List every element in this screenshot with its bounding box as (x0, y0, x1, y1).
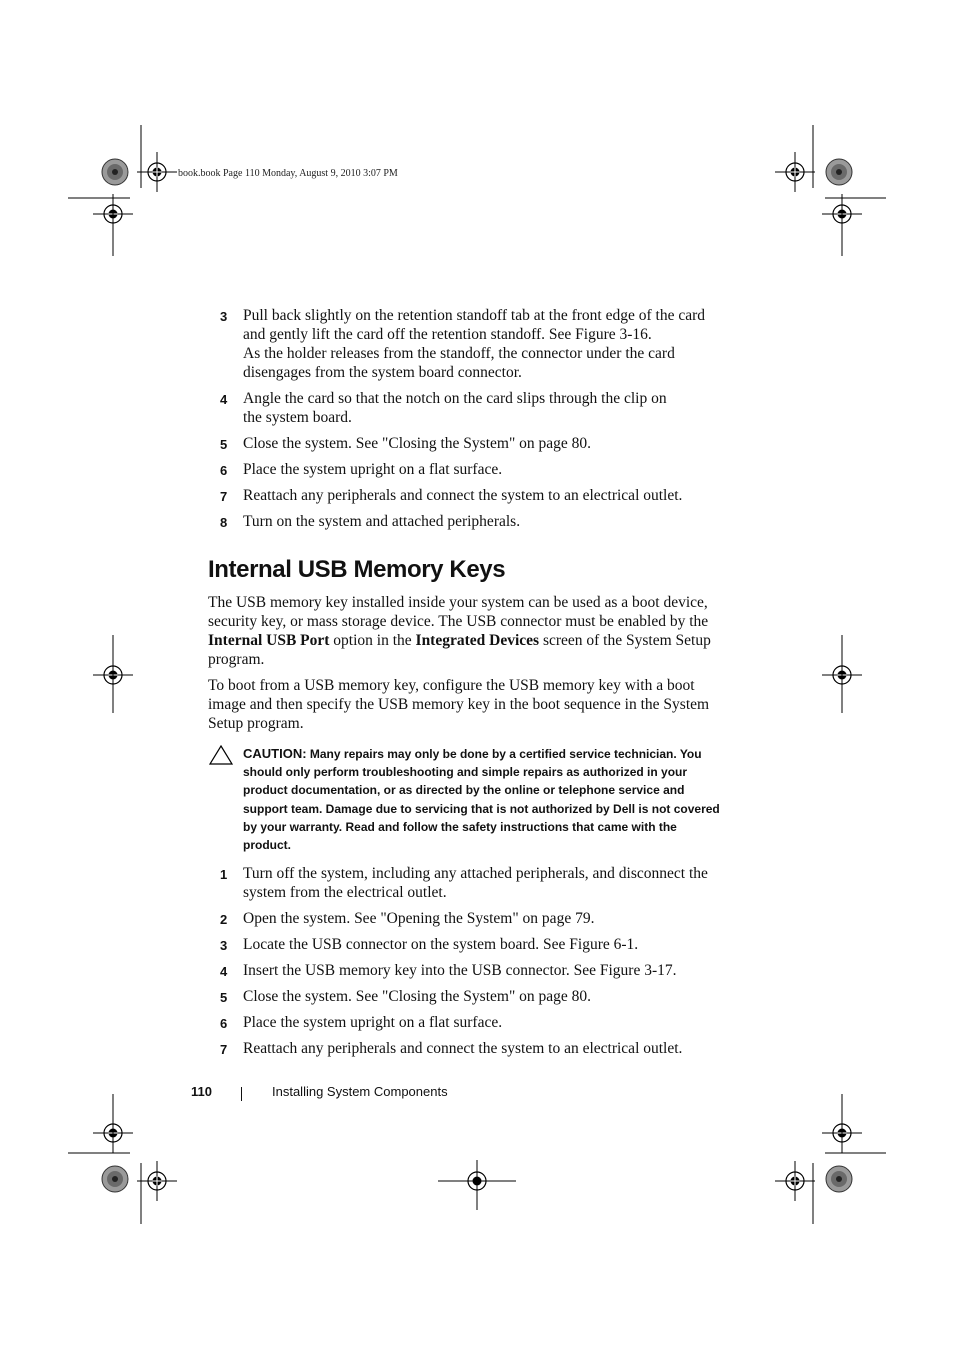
intro-text: option in the (329, 632, 416, 649)
list-item (208, 935, 728, 954)
mid-right-mark (822, 635, 862, 713)
intro-text: screen of the System Setup program. (208, 632, 711, 668)
step-text: Turn off the system, including any attached peripherals, and disconnect the system from the electrical outlet. (243, 865, 708, 902)
step-text: Locate the USB connector on the system board. See Figure 6-1. (243, 936, 639, 954)
boot-paragraph: To boot from a USB memory key, configure the USB memory key with a boot image and then specify the USB memory key in the boot sequence in the System Setup program. (208, 677, 710, 732)
step-text: Open the system. See "Opening the System" on page 79. (243, 910, 595, 928)
chapter-title: Installing System Components (272, 1084, 448, 1099)
caution-note (208, 745, 728, 854)
step-number: 7 (220, 489, 228, 504)
list-item (208, 486, 728, 505)
step-number: 4 (220, 964, 228, 980)
bottom-center-mark (438, 1160, 516, 1210)
list-item (208, 864, 728, 902)
list-item (208, 961, 728, 980)
top-left-marks (68, 125, 177, 256)
caution-text: Many repairs may only be done by a certified service technician. You should only perform troubleshooting and simple repairs as authorized in your product documentation, or as directed by the online or telephone service and support team. Damage due to servicing that is not authorized by Dell is not covered by your warranty. Read and follow the safety instructions that came with the product. (243, 747, 720, 853)
caution-triangle-icon (209, 745, 233, 765)
step-number: 3 (220, 309, 228, 324)
mid-left-mark (93, 635, 133, 713)
section-title: Internal USB Memory Keys (208, 556, 506, 583)
intro-paragraph (208, 593, 728, 669)
intro-text: The USB memory key installed inside your system can be used as a boot device, security key, or mass storage device. The USB connector must be enabled by the (208, 594, 709, 630)
step-text: Close the system. See "Closing the System" on page 80. (243, 435, 592, 452)
bottom-left-marks (68, 1094, 177, 1224)
step-number: 4 (220, 392, 228, 407)
list-item (208, 306, 728, 382)
step-text: Insert the USB memory key into the USB connector. See Figure 3-17. (243, 962, 677, 980)
step-number: 7 (220, 1042, 228, 1058)
step-text: Close the system. See "Closing the System" on page 80. (243, 988, 592, 1006)
step-number: 1 (220, 867, 228, 883)
print-slug: book.book Page 110 Monday, August 9, 2010 3:07 PM (178, 168, 398, 179)
top-right-marks (775, 125, 886, 256)
page-content (208, 306, 728, 1065)
step-text: Pull back slightly on the retention standoff tab at the front edge of the card and gently lift the card off the retention standoff. See Figure 3-16. (243, 307, 706, 343)
list-item (208, 512, 728, 531)
caution-label: CAUTION: (243, 746, 307, 761)
list-item (208, 460, 728, 479)
step-text: Reattach any peripherals and connect the system to an electrical outlet. (243, 1040, 683, 1058)
list-item (208, 987, 728, 1006)
list-item (208, 434, 728, 453)
step-text: Place the system upright on a flat surface. (243, 1014, 503, 1032)
list-item (208, 909, 728, 928)
footer-divider (241, 1087, 242, 1101)
step-text: Turn on the system and attached peripherals. (243, 513, 521, 530)
steps-bottom-list (208, 864, 728, 1058)
step-text: Place the system upright on a flat surface. (243, 461, 503, 478)
bottom-right-marks (775, 1094, 886, 1224)
step-number: 8 (220, 515, 228, 530)
step-text: Reattach any peripherals and connect the system to an electrical outlet. (243, 487, 683, 504)
step-number: 3 (220, 938, 228, 954)
step-number: 2 (220, 912, 228, 928)
list-item (208, 1039, 728, 1058)
option-name: Internal USB Port (208, 632, 330, 649)
step-text: Angle the card so that the notch on the card slips through the clip on the system board. (243, 390, 667, 426)
screen-name: Integrated Devices (415, 632, 540, 649)
list-item (208, 389, 728, 427)
page-number: 110 (191, 1084, 212, 1099)
steps-top-list (208, 306, 728, 531)
step-number: 6 (220, 463, 228, 478)
step-number: 5 (220, 437, 228, 452)
list-item (208, 1013, 728, 1032)
step-text: As the holder releases from the standoff, the connector under the card disengages from the system board connector. (243, 345, 675, 381)
step-number: 6 (220, 1016, 228, 1032)
step-number: 5 (220, 990, 228, 1006)
